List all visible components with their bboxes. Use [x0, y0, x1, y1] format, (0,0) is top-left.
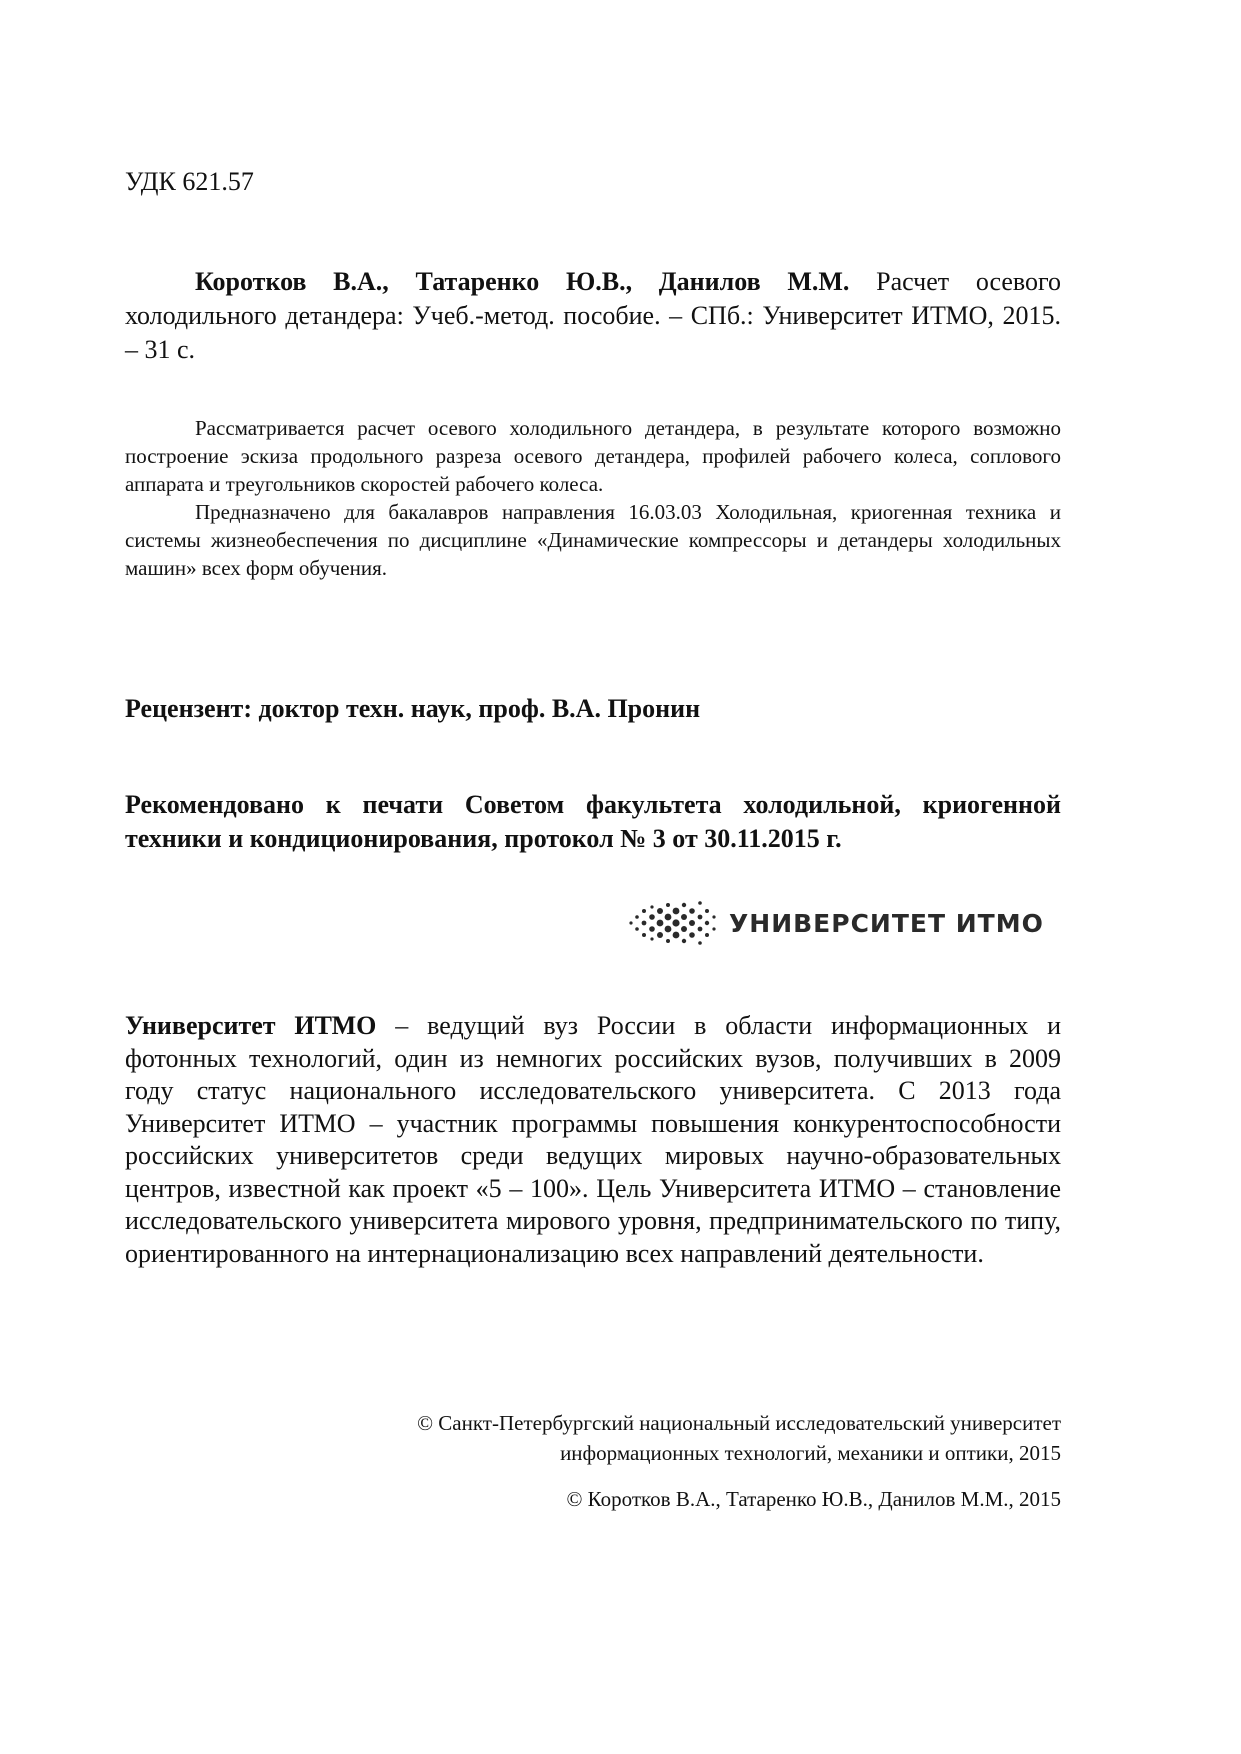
- bibliographic-description: Расчет осевого холодильного детандера: Учеб.-метод. пособие. – СПб.: Университет ИТМО, 2015. – 31 с.: [125, 267, 1061, 364]
- itmo-logo: [625, 895, 1061, 951]
- udk-code: УДК 621.57: [125, 167, 254, 196]
- itmo-dots-logo-icon: [625, 895, 721, 951]
- copyright-university-line-1: © Санкт-Петербургский национальный исследовательский университет: [417, 1411, 1061, 1435]
- annotation-paragraph-2: Предназначено для бакалавров направления 16.03.03 Холодильная, криогенная техника и системы жизнеобеспечения по дисциплине «Динамические компрессоры и детандеры холодильных машин» всех форм обучения.: [125, 500, 1061, 580]
- copyright-authors: © Коротков В.А., Татаренко Ю.В., Данилов М.М., 2015: [566, 1487, 1061, 1511]
- authors: Коротков В.А., Татаренко Ю.В., Данилов М.М.: [195, 267, 850, 296]
- itmo-description-text: – ведущий вуз России в области информационных и фотонных технологий, один из немногих российских вузов, получивших в 2009 году статус национального исследовательского университета. С 2013 года Университет ИТМО – участник программы повышения конкурентоспособности российских университетов среди ведущих мировых научно-образовательных центров, известной как проект «5 – 100». Цель Университета ИТМО – становление исследовательского университета мирового уровня, предпринимательского по типу, ориентированного на интернационализацию всех направлений деятельности.: [125, 1011, 1062, 1268]
- itmo-description-title: Университет ИТМО: [125, 1011, 377, 1040]
- logo-text: УНИВЕРСИТЕТ ИТМО: [729, 908, 1044, 938]
- copyright-university: [125, 1408, 1061, 1468]
- annotation-paragraph-1: Рассматривается расчет осевого холодильного детандера, в результате которого возможно построение эскиза продольного разреза осевого детандера, профилей рабочего колеса, соплового аппарата и треугольников скоростей рабочего колеса.: [125, 416, 1061, 496]
- itmo-description: [125, 1010, 1061, 1270]
- recommendation-note: Рекомендовано к печати Советом факультета холодильной, криогенной техники и кондиционирования, протокол № 3 от 30.11.2015 г.: [125, 790, 1061, 853]
- bibliographic-record: [125, 265, 1061, 367]
- reviewer: Рецензент: доктор техн. наук, проф. В.А. Пронин: [125, 694, 701, 723]
- copyright-university-line-2: информационных технологий, механики и оптики, 2015: [560, 1441, 1061, 1465]
- annotation: [125, 414, 1061, 582]
